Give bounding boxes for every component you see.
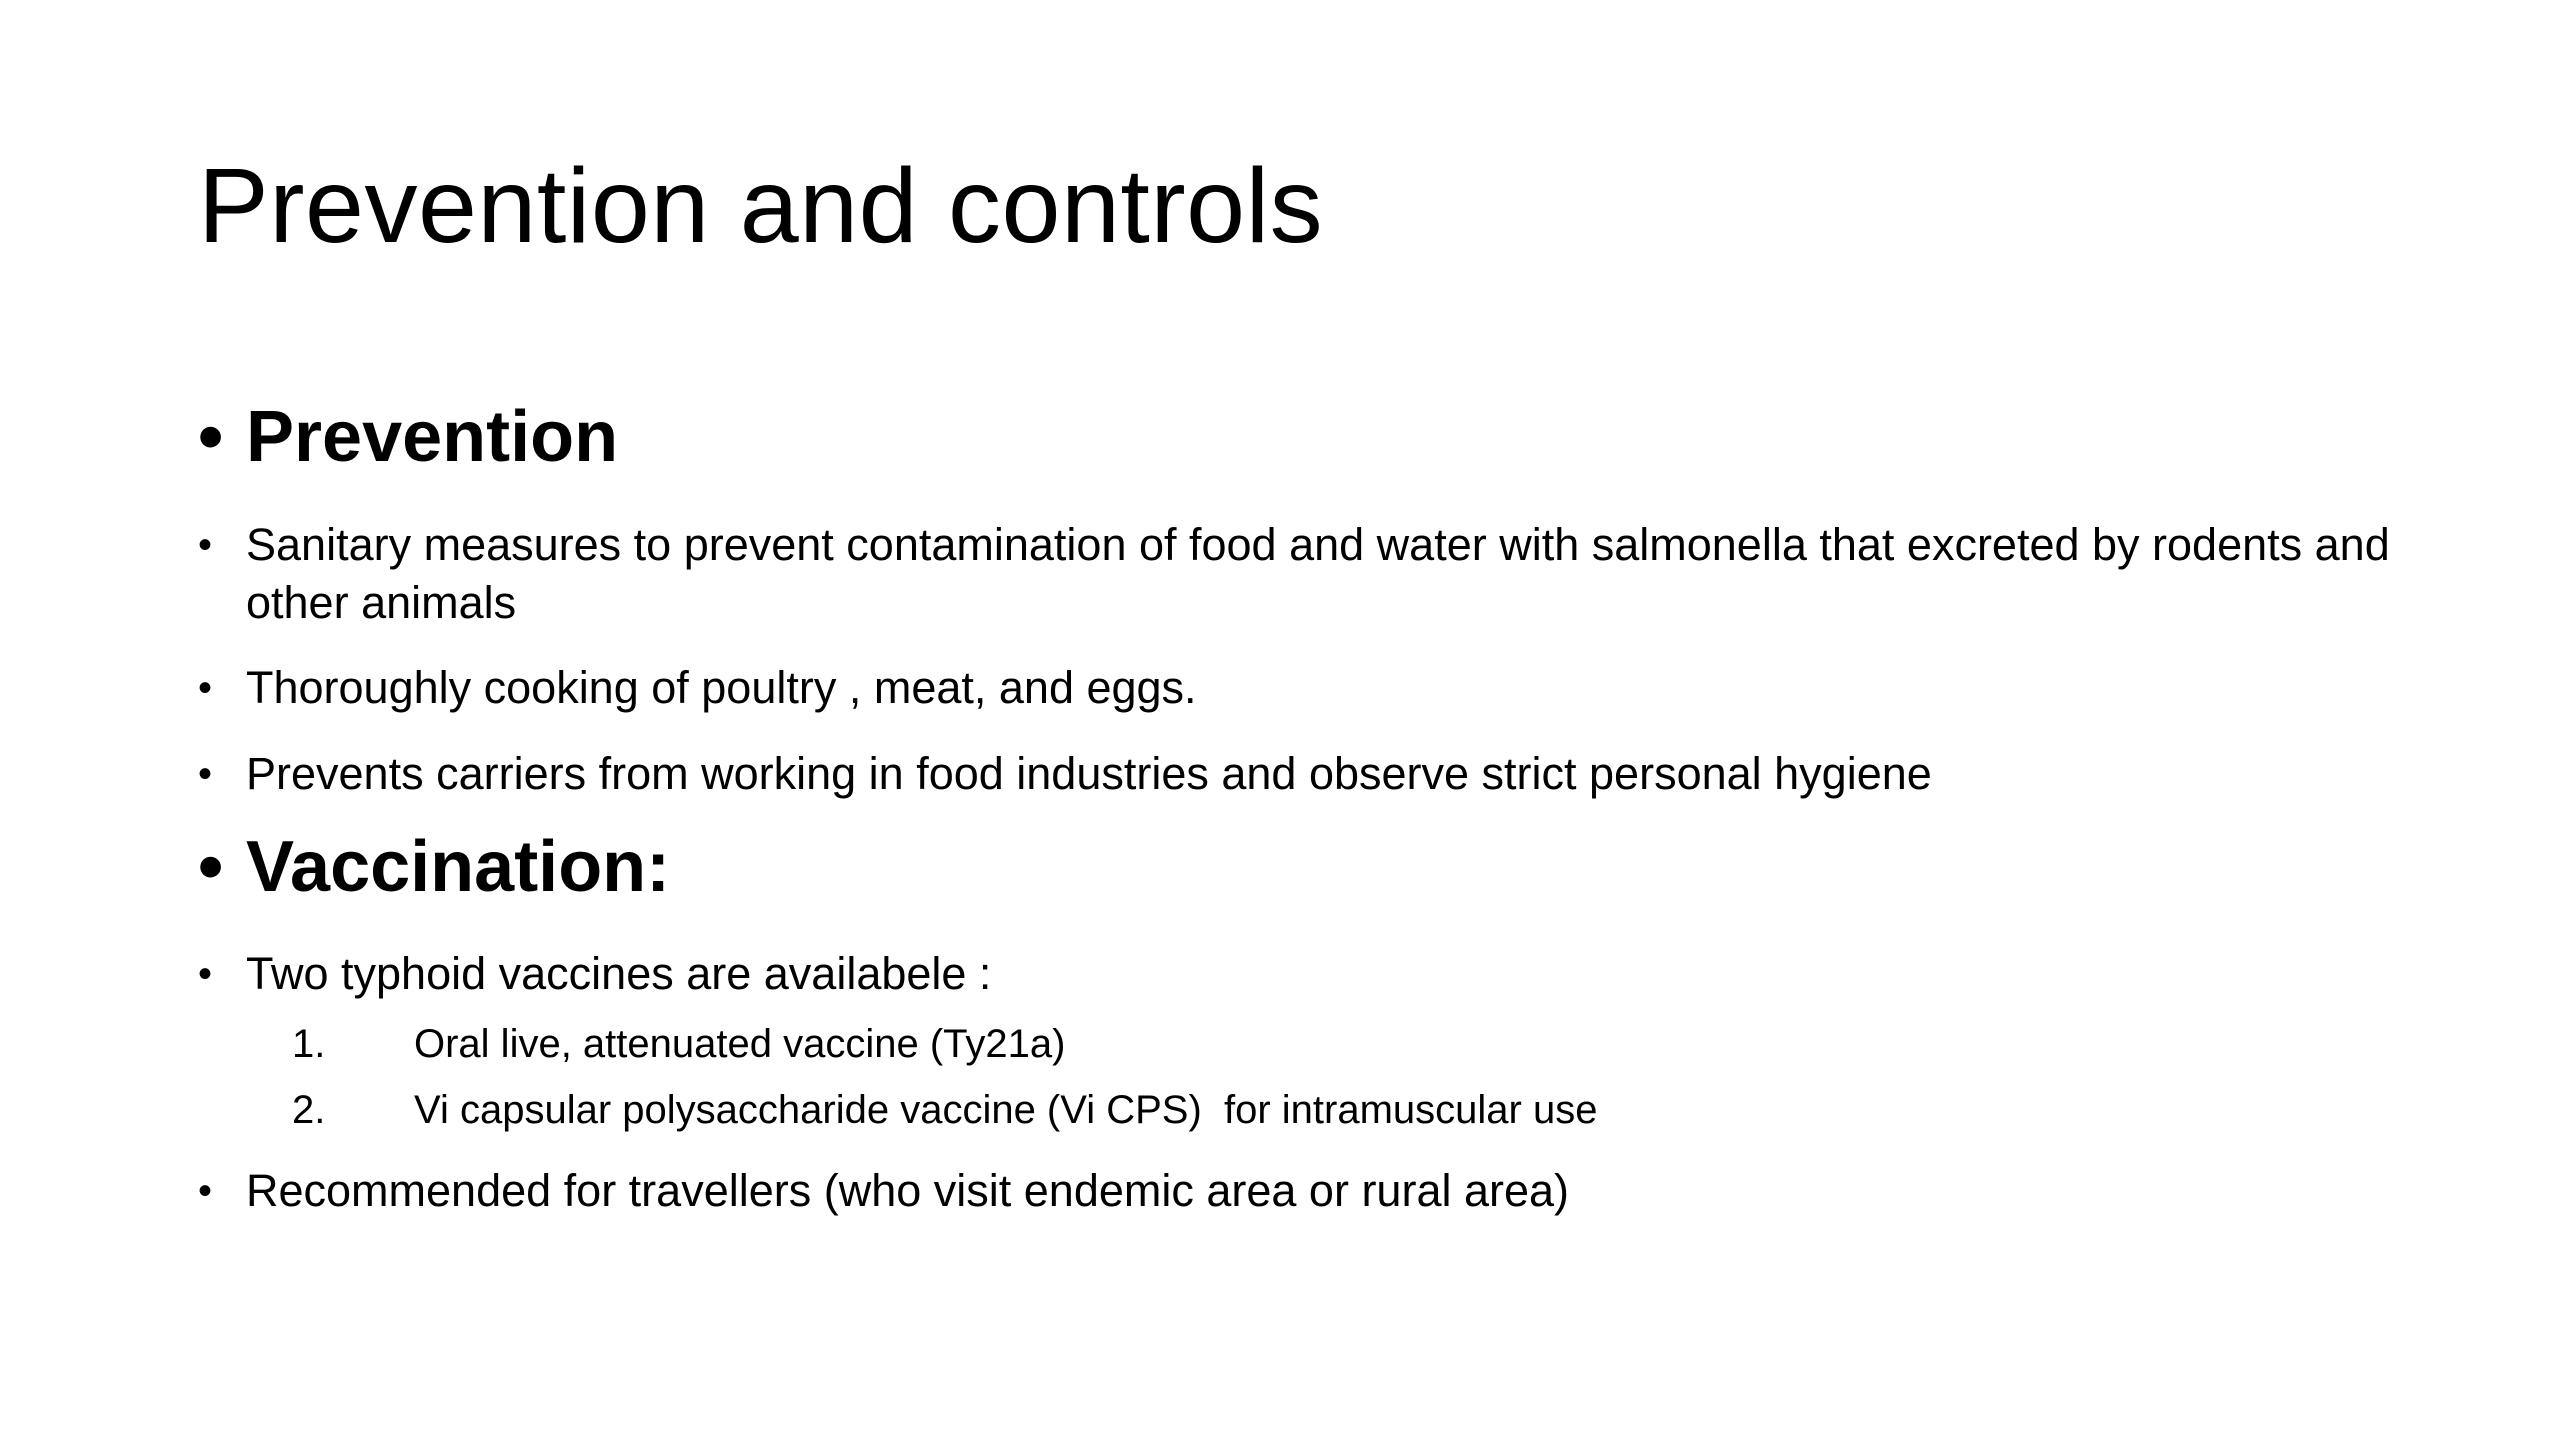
section-heading-label: Vaccination: [246,827,671,907]
list-item [198,1162,2398,1220]
bullet-dot: • [198,523,213,567]
list-item-text: Recommended for travellers (who visit endemic area or rural area) [246,1165,1570,1216]
list-item [198,516,2398,632]
list-item [198,745,2398,803]
list-item-text: Prevents carriers from working in food industries and observe strict personal hygiene [246,748,1932,799]
numbered-item-text: Oral live, attenuated vaccine (Ty21a) [414,1022,1066,1066]
bullet-dot: • [198,752,213,796]
numbered-item-text: Vi capsular polysaccharide vaccine (Vi CPS) for intramuscular use [414,1088,1598,1132]
numbered-item-number: 2. [292,1088,326,1132]
list-item-text: Two typhoid vaccines are availabele : [246,948,992,999]
section-heading-vaccination [198,828,2398,907]
numbered-item-number: 1. [292,1022,326,1066]
list-item [198,945,2398,1003]
numbered-item [292,1084,1597,1136]
bullet-dot: • [198,952,213,996]
list-item [198,659,2398,717]
numbered-item [292,1018,1065,1070]
list-item-text: Thoroughly cooking of poultry , meat, and eggs. [246,662,1197,713]
bullet-dot: • [198,666,213,710]
slide-title: Prevention and controls [198,147,1324,265]
bullet-dot: • [198,397,224,477]
section-heading-prevention [198,398,2398,477]
bullet-dot: • [198,827,224,907]
list-item-text: Sanitary measures to prevent contamination of food and water with salmonella that excreted by rodents and other animals [246,519,2390,628]
bullet-dot: • [198,1169,213,1213]
section-heading-label: Prevention [246,397,619,477]
